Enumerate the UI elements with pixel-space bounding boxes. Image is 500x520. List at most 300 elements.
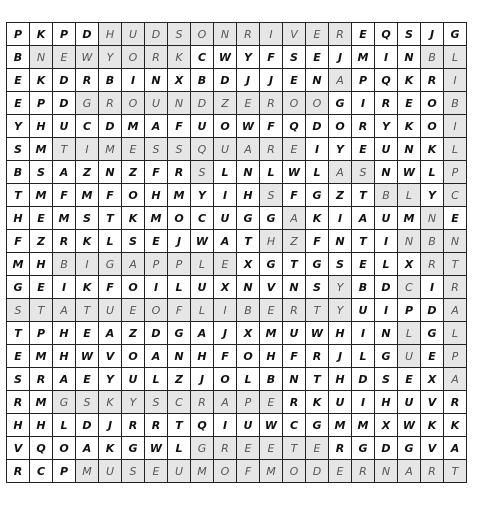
grid-cell[interactable]: S bbox=[168, 23, 191, 46]
grid-cell[interactable]: L bbox=[352, 345, 375, 368]
grid-cell[interactable]: M bbox=[53, 207, 76, 230]
grid-cell[interactable]: H bbox=[30, 115, 53, 138]
grid-cell[interactable]: C bbox=[168, 391, 191, 414]
grid-cell[interactable]: B bbox=[237, 299, 260, 322]
grid-cell[interactable]: T bbox=[283, 253, 306, 276]
grid-cell[interactable]: Q bbox=[191, 414, 214, 437]
grid-cell[interactable]: I bbox=[214, 184, 237, 207]
grid-cell[interactable]: T bbox=[306, 368, 329, 391]
grid-cell[interactable]: V bbox=[421, 437, 444, 460]
grid-cell[interactable]: R bbox=[99, 92, 122, 115]
grid-cell[interactable]: I bbox=[375, 299, 398, 322]
grid-cell[interactable]: O bbox=[283, 92, 306, 115]
grid-cell[interactable]: Q bbox=[375, 69, 398, 92]
grid-cell[interactable]: R bbox=[329, 23, 352, 46]
grid-cell[interactable]: H bbox=[329, 322, 352, 345]
grid-cell[interactable]: W bbox=[214, 46, 237, 69]
grid-cell[interactable]: G bbox=[99, 253, 122, 276]
grid-cell[interactable]: T bbox=[76, 299, 99, 322]
grid-cell[interactable]: R bbox=[237, 23, 260, 46]
grid-cell[interactable]: Z bbox=[122, 322, 145, 345]
grid-cell[interactable]: N bbox=[375, 161, 398, 184]
grid-cell[interactable]: D bbox=[76, 414, 99, 437]
grid-cell[interactable]: E bbox=[260, 437, 283, 460]
grid-cell[interactable]: S bbox=[329, 253, 352, 276]
grid-cell[interactable]: E bbox=[7, 69, 30, 92]
grid-cell[interactable]: Z bbox=[214, 92, 237, 115]
grid-cell[interactable]: P bbox=[168, 253, 191, 276]
grid-cell[interactable]: R bbox=[7, 460, 30, 483]
grid-cell[interactable]: W bbox=[283, 161, 306, 184]
grid-cell[interactable]: G bbox=[444, 23, 467, 46]
grid-cell[interactable]: N bbox=[30, 46, 53, 69]
grid-cell[interactable]: E bbox=[237, 92, 260, 115]
grid-cell[interactable]: M bbox=[260, 460, 283, 483]
grid-cell[interactable]: L bbox=[398, 322, 421, 345]
grid-cell[interactable]: G bbox=[421, 322, 444, 345]
grid-cell[interactable]: O bbox=[214, 368, 237, 391]
grid-cell[interactable]: S bbox=[7, 368, 30, 391]
grid-cell[interactable]: Z bbox=[76, 161, 99, 184]
grid-cell[interactable]: O bbox=[145, 299, 168, 322]
grid-cell[interactable]: D bbox=[76, 23, 99, 46]
grid-cell[interactable]: E bbox=[214, 253, 237, 276]
grid-cell[interactable]: R bbox=[352, 460, 375, 483]
grid-cell[interactable]: R bbox=[30, 368, 53, 391]
grid-cell[interactable]: K bbox=[398, 69, 421, 92]
grid-cell[interactable]: J bbox=[214, 322, 237, 345]
grid-cell[interactable]: L bbox=[53, 414, 76, 437]
grid-cell[interactable]: A bbox=[329, 161, 352, 184]
grid-cell[interactable]: D bbox=[352, 368, 375, 391]
grid-cell[interactable]: J bbox=[191, 368, 214, 391]
grid-cell[interactable]: O bbox=[122, 46, 145, 69]
grid-cell[interactable]: Z bbox=[283, 230, 306, 253]
grid-cell[interactable]: X bbox=[375, 414, 398, 437]
grid-cell[interactable]: G bbox=[168, 322, 191, 345]
grid-cell[interactable]: F bbox=[283, 345, 306, 368]
grid-cell[interactable]: G bbox=[306, 184, 329, 207]
grid-cell[interactable]: E bbox=[30, 207, 53, 230]
grid-cell[interactable]: F bbox=[99, 184, 122, 207]
grid-cell[interactable]: H bbox=[375, 391, 398, 414]
grid-cell[interactable]: A bbox=[444, 299, 467, 322]
grid-cell[interactable]: Y bbox=[122, 391, 145, 414]
grid-cell[interactable]: B bbox=[375, 184, 398, 207]
grid-cell[interactable]: P bbox=[53, 460, 76, 483]
grid-cell[interactable]: A bbox=[444, 368, 467, 391]
grid-cell[interactable]: U bbox=[191, 115, 214, 138]
grid-cell[interactable]: B bbox=[421, 46, 444, 69]
grid-cell[interactable]: L bbox=[421, 161, 444, 184]
grid-cell[interactable]: R bbox=[191, 391, 214, 414]
grid-cell[interactable]: L bbox=[398, 184, 421, 207]
grid-cell[interactable]: L bbox=[191, 253, 214, 276]
grid-cell[interactable]: A bbox=[122, 253, 145, 276]
grid-cell[interactable]: L bbox=[191, 299, 214, 322]
grid-cell[interactable]: T bbox=[53, 138, 76, 161]
grid-cell[interactable]: M bbox=[76, 184, 99, 207]
grid-cell[interactable]: E bbox=[306, 46, 329, 69]
grid-cell[interactable]: X bbox=[168, 69, 191, 92]
grid-cell[interactable]: R bbox=[283, 299, 306, 322]
grid-cell[interactable]: E bbox=[283, 69, 306, 92]
grid-cell[interactable]: U bbox=[99, 299, 122, 322]
grid-cell[interactable]: T bbox=[352, 184, 375, 207]
grid-cell[interactable]: N bbox=[237, 161, 260, 184]
grid-cell[interactable]: Z bbox=[30, 230, 53, 253]
grid-cell[interactable]: B bbox=[260, 368, 283, 391]
grid-cell[interactable]: I bbox=[260, 23, 283, 46]
grid-cell[interactable]: U bbox=[375, 207, 398, 230]
grid-cell[interactable]: R bbox=[7, 391, 30, 414]
grid-cell[interactable]: R bbox=[421, 460, 444, 483]
grid-cell[interactable]: U bbox=[145, 92, 168, 115]
grid-cell[interactable]: T bbox=[444, 460, 467, 483]
grid-cell[interactable]: P bbox=[145, 253, 168, 276]
grid-cell[interactable]: W bbox=[398, 161, 421, 184]
grid-cell[interactable]: F bbox=[283, 184, 306, 207]
grid-cell[interactable]: A bbox=[214, 230, 237, 253]
grid-cell[interactable]: S bbox=[306, 276, 329, 299]
grid-cell[interactable]: J bbox=[168, 230, 191, 253]
grid-cell[interactable]: G bbox=[260, 253, 283, 276]
grid-cell[interactable]: H bbox=[7, 414, 30, 437]
grid-cell[interactable]: T bbox=[7, 322, 30, 345]
grid-cell[interactable]: N bbox=[398, 138, 421, 161]
grid-cell[interactable]: A bbox=[444, 437, 467, 460]
grid-cell[interactable]: I bbox=[76, 138, 99, 161]
grid-cell[interactable]: L bbox=[237, 368, 260, 391]
grid-cell[interactable]: T bbox=[283, 437, 306, 460]
grid-cell[interactable]: X bbox=[398, 253, 421, 276]
grid-cell[interactable]: H bbox=[329, 368, 352, 391]
grid-cell[interactable]: M bbox=[352, 46, 375, 69]
grid-cell[interactable]: J bbox=[99, 414, 122, 437]
grid-cell[interactable]: M bbox=[352, 414, 375, 437]
grid-cell[interactable]: M bbox=[145, 207, 168, 230]
grid-cell[interactable]: U bbox=[168, 460, 191, 483]
grid-cell[interactable]: U bbox=[191, 276, 214, 299]
grid-cell[interactable]: D bbox=[145, 322, 168, 345]
grid-cell[interactable]: E bbox=[7, 92, 30, 115]
grid-cell[interactable]: J bbox=[329, 345, 352, 368]
grid-cell[interactable]: E bbox=[352, 253, 375, 276]
grid-cell[interactable]: A bbox=[352, 207, 375, 230]
grid-cell[interactable]: D bbox=[306, 115, 329, 138]
grid-cell[interactable]: O bbox=[237, 345, 260, 368]
grid-cell[interactable]: Y bbox=[329, 276, 352, 299]
grid-cell[interactable]: O bbox=[168, 207, 191, 230]
grid-cell[interactable]: U bbox=[398, 391, 421, 414]
grid-cell[interactable]: E bbox=[352, 23, 375, 46]
grid-cell[interactable]: T bbox=[168, 414, 191, 437]
grid-cell[interactable]: S bbox=[7, 299, 30, 322]
grid-cell[interactable]: R bbox=[53, 230, 76, 253]
grid-cell[interactable]: E bbox=[30, 276, 53, 299]
grid-cell[interactable]: A bbox=[53, 368, 76, 391]
grid-cell[interactable]: N bbox=[329, 230, 352, 253]
grid-cell[interactable]: N bbox=[145, 69, 168, 92]
grid-cell[interactable]: E bbox=[306, 23, 329, 46]
grid-cell[interactable]: I bbox=[444, 115, 467, 138]
grid-cell[interactable]: Q bbox=[283, 115, 306, 138]
grid-cell[interactable]: M bbox=[398, 207, 421, 230]
grid-cell[interactable]: E bbox=[145, 460, 168, 483]
grid-cell[interactable]: L bbox=[444, 322, 467, 345]
grid-cell[interactable]: J bbox=[421, 23, 444, 46]
grid-cell[interactable]: K bbox=[30, 23, 53, 46]
grid-cell[interactable]: D bbox=[99, 115, 122, 138]
grid-cell[interactable]: K bbox=[306, 207, 329, 230]
grid-cell[interactable]: E bbox=[145, 230, 168, 253]
grid-cell[interactable]: B bbox=[99, 69, 122, 92]
grid-cell[interactable]: U bbox=[398, 345, 421, 368]
grid-cell[interactable]: I bbox=[375, 230, 398, 253]
grid-cell[interactable]: K bbox=[168, 46, 191, 69]
grid-cell[interactable]: U bbox=[214, 138, 237, 161]
grid-cell[interactable]: D bbox=[191, 92, 214, 115]
grid-cell[interactable]: G bbox=[375, 345, 398, 368]
grid-cell[interactable]: V bbox=[283, 23, 306, 46]
grid-cell[interactable]: R bbox=[260, 138, 283, 161]
grid-cell[interactable]: I bbox=[352, 391, 375, 414]
grid-cell[interactable]: Q bbox=[30, 437, 53, 460]
grid-cell[interactable]: R bbox=[352, 115, 375, 138]
grid-cell[interactable]: E bbox=[260, 299, 283, 322]
grid-cell[interactable]: L bbox=[145, 368, 168, 391]
grid-cell[interactable]: N bbox=[444, 230, 467, 253]
grid-cell[interactable]: Y bbox=[237, 46, 260, 69]
grid-cell[interactable]: V bbox=[7, 437, 30, 460]
grid-cell[interactable]: M bbox=[168, 184, 191, 207]
grid-cell[interactable]: R bbox=[76, 69, 99, 92]
grid-cell[interactable]: L bbox=[214, 161, 237, 184]
grid-cell[interactable]: H bbox=[30, 414, 53, 437]
grid-cell[interactable]: I bbox=[122, 69, 145, 92]
grid-cell[interactable]: Y bbox=[99, 368, 122, 391]
grid-cell[interactable]: H bbox=[145, 184, 168, 207]
grid-cell[interactable]: I bbox=[421, 276, 444, 299]
grid-cell[interactable]: M bbox=[329, 414, 352, 437]
grid-cell[interactable]: S bbox=[76, 391, 99, 414]
grid-cell[interactable]: T bbox=[7, 184, 30, 207]
grid-cell[interactable]: F bbox=[145, 161, 168, 184]
grid-cell[interactable]: T bbox=[352, 230, 375, 253]
grid-cell[interactable]: F bbox=[214, 345, 237, 368]
grid-cell[interactable]: O bbox=[306, 92, 329, 115]
grid-cell[interactable]: M bbox=[76, 460, 99, 483]
grid-cell[interactable]: Q bbox=[375, 23, 398, 46]
grid-cell[interactable]: H bbox=[191, 345, 214, 368]
grid-cell[interactable]: A bbox=[53, 161, 76, 184]
grid-cell[interactable]: A bbox=[53, 299, 76, 322]
grid-cell[interactable]: P bbox=[237, 391, 260, 414]
grid-cell[interactable]: S bbox=[122, 460, 145, 483]
grid-cell[interactable]: B bbox=[53, 253, 76, 276]
grid-cell[interactable]: H bbox=[99, 23, 122, 46]
grid-cell[interactable]: A bbox=[76, 437, 99, 460]
grid-cell[interactable]: I bbox=[53, 276, 76, 299]
grid-cell[interactable]: O bbox=[122, 184, 145, 207]
grid-cell[interactable]: D bbox=[375, 437, 398, 460]
grid-cell[interactable]: I bbox=[214, 299, 237, 322]
grid-cell[interactable]: U bbox=[99, 460, 122, 483]
grid-cell[interactable]: L bbox=[444, 138, 467, 161]
grid-cell[interactable]: L bbox=[375, 253, 398, 276]
grid-cell[interactable]: E bbox=[237, 437, 260, 460]
grid-cell[interactable]: R bbox=[145, 46, 168, 69]
grid-cell[interactable]: R bbox=[421, 253, 444, 276]
grid-cell[interactable]: N bbox=[214, 23, 237, 46]
grid-cell[interactable]: E bbox=[421, 345, 444, 368]
grid-cell[interactable]: I bbox=[76, 253, 99, 276]
grid-cell[interactable]: P bbox=[444, 345, 467, 368]
grid-cell[interactable]: E bbox=[122, 138, 145, 161]
grid-cell[interactable]: K bbox=[30, 69, 53, 92]
grid-cell[interactable]: O bbox=[214, 115, 237, 138]
grid-cell[interactable]: O bbox=[329, 115, 352, 138]
grid-cell[interactable]: I bbox=[329, 207, 352, 230]
grid-cell[interactable]: H bbox=[260, 230, 283, 253]
grid-cell[interactable]: A bbox=[237, 138, 260, 161]
grid-cell[interactable]: C bbox=[191, 46, 214, 69]
grid-cell[interactable]: F bbox=[260, 115, 283, 138]
grid-cell[interactable]: U bbox=[122, 368, 145, 391]
grid-cell[interactable]: Z bbox=[168, 368, 191, 391]
grid-cell[interactable]: M bbox=[30, 184, 53, 207]
grid-cell[interactable]: U bbox=[214, 207, 237, 230]
grid-cell[interactable]: N bbox=[375, 322, 398, 345]
grid-cell[interactable]: R bbox=[260, 92, 283, 115]
grid-cell[interactable]: A bbox=[145, 345, 168, 368]
grid-cell[interactable]: C bbox=[283, 414, 306, 437]
grid-cell[interactable]: W bbox=[76, 46, 99, 69]
grid-cell[interactable]: S bbox=[168, 138, 191, 161]
grid-cell[interactable]: G bbox=[76, 92, 99, 115]
grid-cell[interactable]: P bbox=[444, 161, 467, 184]
grid-cell[interactable]: N bbox=[398, 46, 421, 69]
grid-cell[interactable]: X bbox=[421, 368, 444, 391]
grid-cell[interactable]: M bbox=[30, 138, 53, 161]
grid-cell[interactable]: A bbox=[398, 460, 421, 483]
grid-cell[interactable]: G bbox=[306, 253, 329, 276]
grid-cell[interactable]: T bbox=[99, 207, 122, 230]
grid-cell[interactable]: M bbox=[7, 253, 30, 276]
grid-cell[interactable]: E bbox=[53, 46, 76, 69]
grid-cell[interactable]: E bbox=[76, 368, 99, 391]
grid-cell[interactable]: L bbox=[168, 276, 191, 299]
grid-cell[interactable]: S bbox=[30, 161, 53, 184]
grid-cell[interactable]: K bbox=[76, 276, 99, 299]
grid-cell[interactable]: M bbox=[122, 115, 145, 138]
grid-cell[interactable]: S bbox=[352, 161, 375, 184]
grid-cell[interactable]: D bbox=[53, 69, 76, 92]
grid-cell[interactable]: G bbox=[352, 437, 375, 460]
grid-cell[interactable]: G bbox=[53, 391, 76, 414]
grid-cell[interactable]: T bbox=[237, 230, 260, 253]
grid-cell[interactable]: S bbox=[7, 138, 30, 161]
grid-cell[interactable]: Y bbox=[329, 138, 352, 161]
grid-cell[interactable]: I bbox=[375, 46, 398, 69]
grid-cell[interactable]: X bbox=[237, 322, 260, 345]
grid-cell[interactable]: Y bbox=[329, 299, 352, 322]
grid-cell[interactable]: Y bbox=[191, 184, 214, 207]
grid-cell[interactable]: L bbox=[168, 437, 191, 460]
grid-cell[interactable]: I bbox=[145, 276, 168, 299]
grid-cell[interactable]: C bbox=[191, 207, 214, 230]
grid-cell[interactable]: O bbox=[122, 345, 145, 368]
grid-cell[interactable]: Z bbox=[122, 161, 145, 184]
grid-cell[interactable]: D bbox=[375, 276, 398, 299]
grid-cell[interactable]: P bbox=[398, 299, 421, 322]
grid-cell[interactable]: E bbox=[306, 437, 329, 460]
grid-cell[interactable]: N bbox=[237, 276, 260, 299]
grid-cell[interactable]: W bbox=[191, 230, 214, 253]
grid-cell[interactable]: E bbox=[329, 460, 352, 483]
grid-cell[interactable]: E bbox=[76, 322, 99, 345]
grid-cell[interactable]: S bbox=[145, 138, 168, 161]
grid-cell[interactable]: K bbox=[421, 138, 444, 161]
grid-cell[interactable]: H bbox=[7, 207, 30, 230]
grid-cell[interactable]: U bbox=[352, 299, 375, 322]
grid-cell[interactable]: E bbox=[7, 345, 30, 368]
grid-cell[interactable]: X bbox=[214, 276, 237, 299]
grid-cell[interactable]: W bbox=[145, 437, 168, 460]
grid-cell[interactable]: N bbox=[375, 460, 398, 483]
grid-cell[interactable]: N bbox=[306, 69, 329, 92]
grid-cell[interactable]: U bbox=[283, 322, 306, 345]
grid-cell[interactable]: A bbox=[283, 207, 306, 230]
grid-cell[interactable]: S bbox=[145, 391, 168, 414]
grid-cell[interactable]: G bbox=[122, 437, 145, 460]
grid-cell[interactable]: E bbox=[260, 391, 283, 414]
grid-cell[interactable]: F bbox=[7, 230, 30, 253]
grid-cell[interactable]: I bbox=[352, 322, 375, 345]
grid-cell[interactable]: S bbox=[283, 46, 306, 69]
grid-cell[interactable]: B bbox=[191, 69, 214, 92]
grid-cell[interactable]: D bbox=[421, 299, 444, 322]
grid-cell[interactable]: O bbox=[214, 460, 237, 483]
grid-cell[interactable]: W bbox=[237, 115, 260, 138]
grid-cell[interactable]: P bbox=[30, 92, 53, 115]
grid-cell[interactable]: G bbox=[7, 276, 30, 299]
grid-cell[interactable]: D bbox=[145, 23, 168, 46]
grid-cell[interactable]: V bbox=[421, 391, 444, 414]
grid-cell[interactable]: Z bbox=[329, 184, 352, 207]
grid-cell[interactable]: A bbox=[99, 322, 122, 345]
grid-cell[interactable]: O bbox=[53, 437, 76, 460]
grid-cell[interactable]: T bbox=[306, 299, 329, 322]
grid-cell[interactable]: N bbox=[421, 207, 444, 230]
grid-cell[interactable]: I bbox=[306, 138, 329, 161]
grid-cell[interactable]: I bbox=[444, 69, 467, 92]
grid-cell[interactable]: R bbox=[283, 391, 306, 414]
grid-cell[interactable]: J bbox=[329, 46, 352, 69]
grid-cell[interactable]: L bbox=[306, 161, 329, 184]
grid-cell[interactable]: F bbox=[99, 276, 122, 299]
grid-cell[interactable]: M bbox=[30, 345, 53, 368]
grid-cell[interactable]: S bbox=[375, 368, 398, 391]
grid-cell[interactable]: W bbox=[398, 414, 421, 437]
grid-cell[interactable]: N bbox=[168, 92, 191, 115]
grid-cell[interactable]: Y bbox=[421, 184, 444, 207]
grid-cell[interactable]: F bbox=[306, 230, 329, 253]
grid-cell[interactable]: R bbox=[306, 345, 329, 368]
grid-cell[interactable]: H bbox=[30, 253, 53, 276]
grid-cell[interactable]: Y bbox=[99, 46, 122, 69]
grid-cell[interactable]: F bbox=[260, 46, 283, 69]
